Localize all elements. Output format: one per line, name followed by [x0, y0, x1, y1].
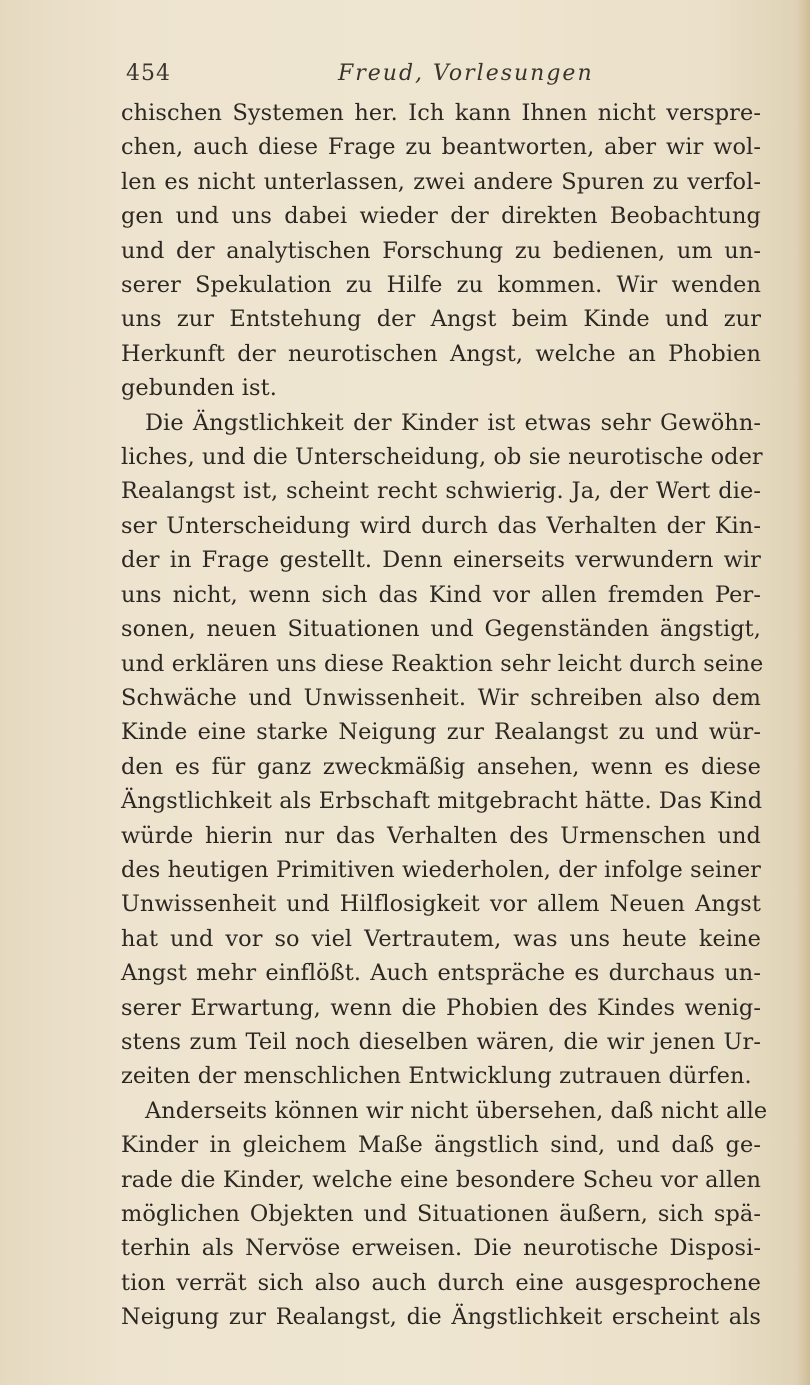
body-text — [121, 96, 768, 1335]
running-head: Freud, Vorlesungen — [338, 61, 594, 86]
text-line: Schwäche und Unwissenheit. Wir schreiben also dem — [121, 684, 761, 711]
page-header — [0, 58, 810, 90]
text-line: Herkunft der neurotischen Angst, welche an Phobien — [121, 340, 761, 367]
text-line: sonen, neuen Situationen und Gegenständen ängstigt, — [121, 616, 761, 643]
text-line: den es für ganz zweckmäßig ansehen, wenn es diese — [121, 753, 761, 780]
text-line: der in Frage gestellt. Denn einerseits verwundern wir — [121, 547, 761, 574]
text-line: chischen Systemen her. Ich kann Ihnen nicht verspre- — [121, 100, 761, 126]
text-line: möglichen Objekten und Situationen äußern, sich spä- — [121, 1201, 761, 1227]
text-line: ser Unterscheidung wird durch das Verhalten der Kin- — [121, 512, 761, 539]
text-line: und der analytischen Forschung zu bedienen, um un- — [121, 237, 761, 264]
text-line: uns zur Entstehung der Angst beim Kinde und zur — [121, 306, 761, 333]
page-edge-shadow — [796, 0, 810, 1385]
text-line: serer Spekulation zu Hilfe zu kommen. Wir wenden — [121, 272, 761, 299]
text-line: Kinder in gleichem Maße ängstlich sind, und daß ge- — [121, 1132, 761, 1159]
paragraph — [121, 1094, 768, 1335]
text-line: liches, und die Unterscheidung, ob sie neurotische oder — [121, 444, 763, 471]
text-line: serer Erwartung, wenn die Phobien des Kindes wenig- — [121, 994, 761, 1021]
text-line: gen und uns dabei wieder der direkten Beobachtung — [121, 203, 761, 230]
text-line: Die Ängstlichkeit der Kinder ist etwas sehr Gewöhn- — [145, 409, 761, 436]
text-line: uns nicht, wenn sich das Kind vor allen fremden Per- — [121, 581, 761, 608]
text-line: rade die Kinder, welche eine besondere Scheu vor allen — [121, 1166, 761, 1193]
paragraph — [121, 406, 764, 1094]
text-line: Ängstlichkeit als Erbschaft mitgebracht hätte. Das Kind — [121, 788, 763, 815]
paragraph — [121, 96, 761, 406]
text-line: und erklären uns diese Reaktion sehr leicht durch seine — [121, 650, 764, 677]
text-line: Realangst ist, scheint recht schwierig. Ja, der Wert die- — [121, 478, 761, 505]
text-line: chen, auch diese Frage zu beantworten, aber wir wol- — [121, 134, 761, 161]
text-line: gebunden ist. — [121, 375, 277, 402]
text-line: len es nicht unterlassen, zwei andere Spuren zu verfol- — [121, 168, 761, 195]
text-line: Anderseits können wir nicht übersehen, daß nicht alle — [145, 1097, 768, 1124]
text-line: tion verrät sich also auch durch eine ausgesprochene — [121, 1269, 761, 1296]
text-line: stens zum Teil noch dieselben wären, die wir jenen Ur- — [121, 1028, 761, 1055]
text-line: zeiten der menschlichen Entwicklung zutrauen dürfen. — [121, 1063, 752, 1090]
page-number: 454 — [126, 61, 171, 86]
text-line: würde hierin nur das Verhalten des Urmenschen und — [121, 822, 761, 849]
text-line: Kinde eine starke Neigung zur Realangst zu und wür- — [121, 719, 761, 746]
text-line: Unwissenheit und Hilflosigkeit vor allem Neuen Angst — [121, 891, 761, 918]
text-line: hat und vor so viel Vertrautem, was uns heute keine — [121, 925, 761, 952]
text-line: Neigung zur Realangst, die Ängstlichkeit erscheint als — [121, 1304, 761, 1331]
text-line: Angst mehr einflößt. Auch entspräche es durchaus un- — [121, 960, 761, 987]
text-line: des heutigen Primitiven wiederholen, der infolge seiner — [121, 856, 761, 883]
text-line: terhin als Nervöse erweisen. Die neurotische Disposi- — [121, 1235, 761, 1262]
